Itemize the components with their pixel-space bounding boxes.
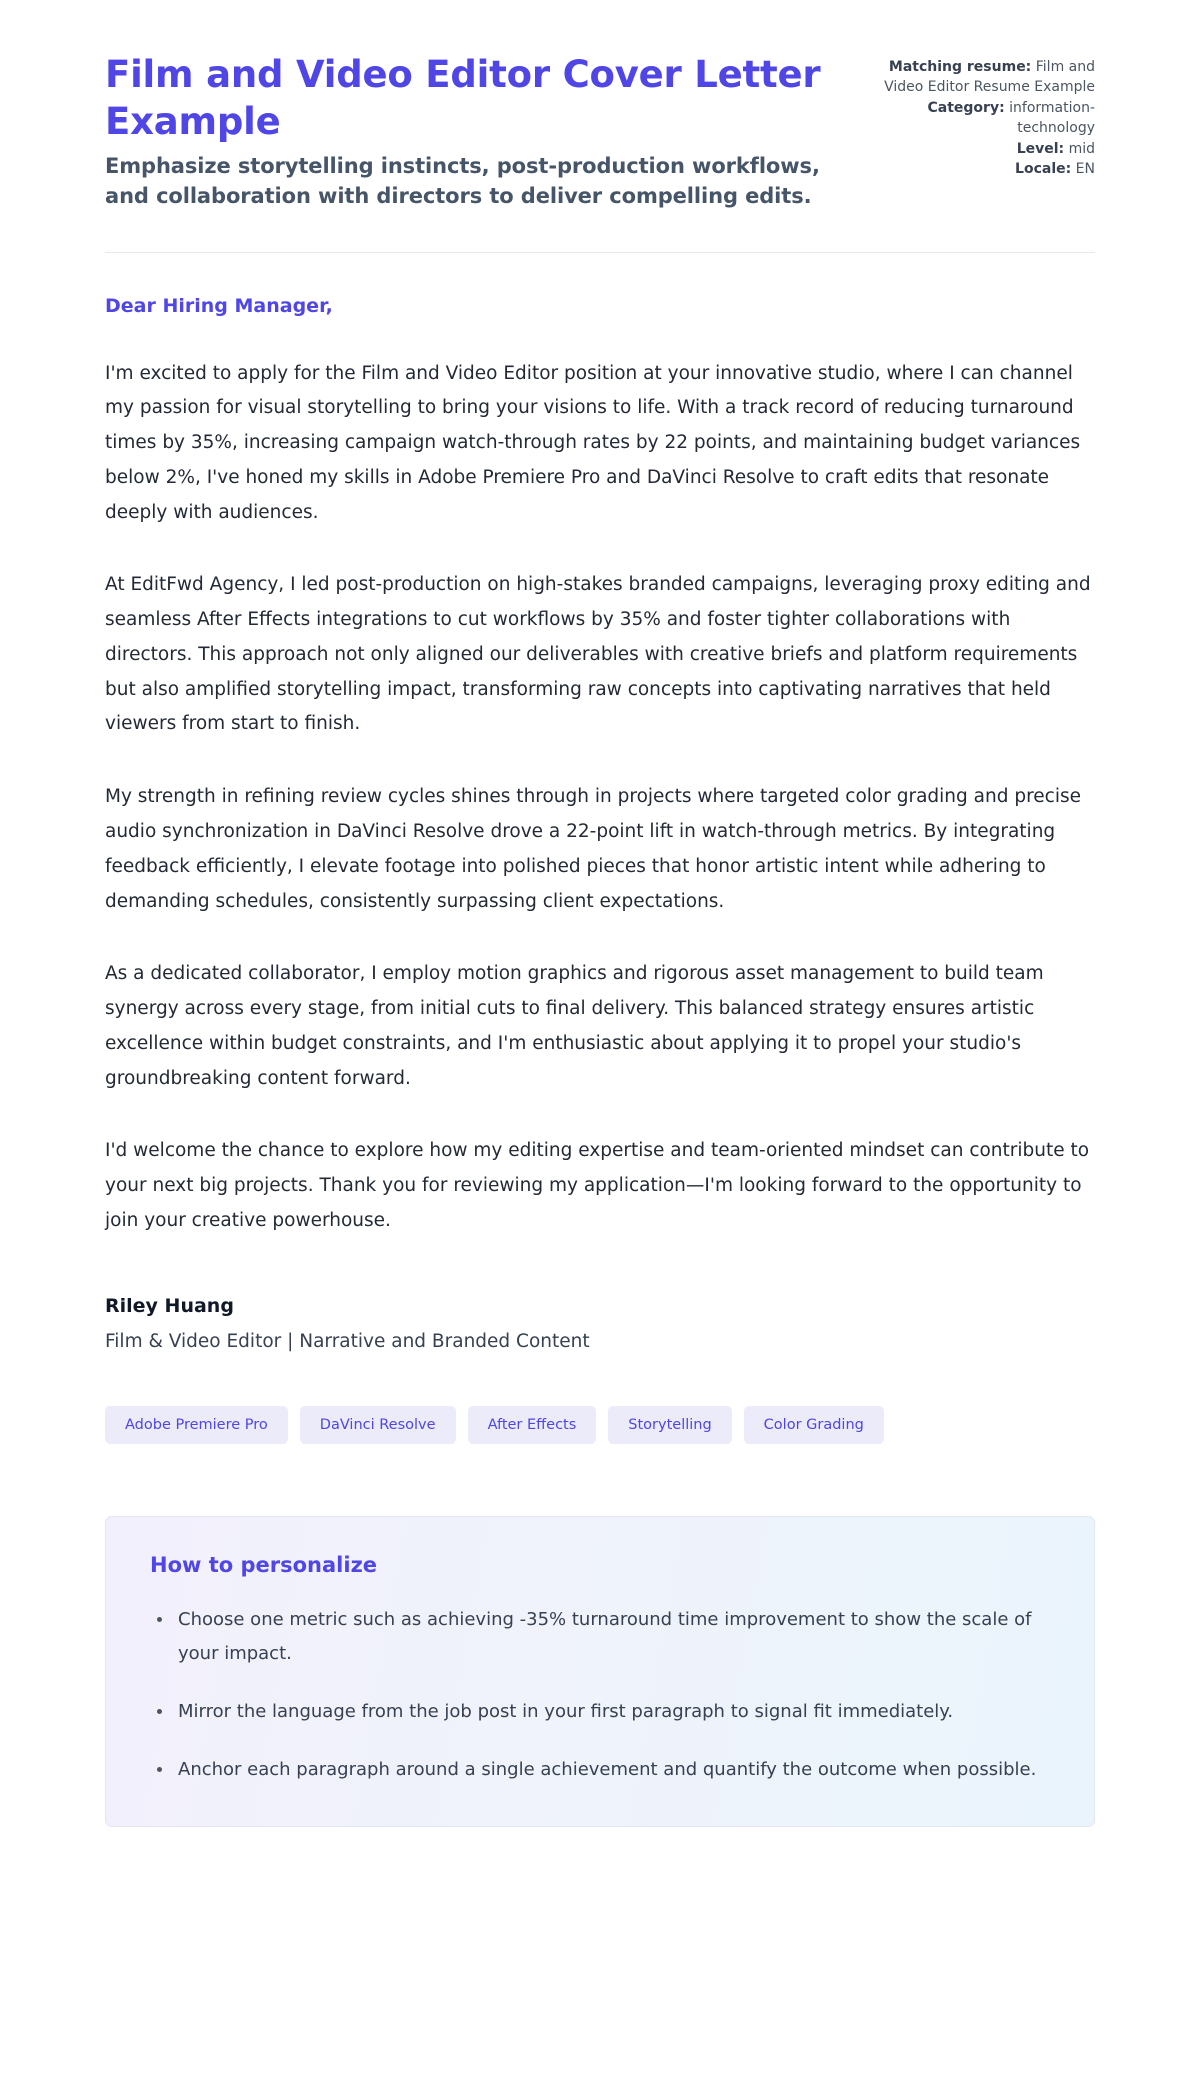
page-subtitle: Emphasize storytelling instincts, post-production workflows, and collaboration with directors to deliver compelling edits.: [105, 153, 820, 208]
skill-tag-list: [105, 1406, 1095, 1445]
callout-list-item: Mirror the language from the job post in your first paragraph to signal fit immediately.: [174, 1695, 1050, 1729]
metadata-value-level: mid: [1068, 140, 1095, 157]
callout-list-item: Choose one metric such as achieving -35% turnaround time improvement to show the scale of your impact.: [174, 1603, 1050, 1671]
letter-paragraph-4: As a dedicated collaborator, I employ motion graphics and rigorous asset management to build team synergy across every stage, from initial cuts to final delivery. This balanced strategy ensures artistic excellence within budget constraints, and I'm enthusiastic about applying it to propel your studio's groundbreaking content forward.: [105, 963, 1044, 1089]
letter-paragraph-2: At EditFwd Agency, I led post-production on high-stakes branded campaigns, leveraging proxy editing and seamless After Effects integrations to cut workflows by 35% and foster tighter collaborations with directors. This approach not only aligned our deliverables with creative briefs and platform requirements but also amplified storytelling impact, transforming raw concepts into captivating narratives that held viewers from start to finish.: [105, 574, 1091, 735]
metadata-row-locale: [863, 160, 1095, 180]
page-header: [105, 52, 1095, 212]
callout-list: [150, 1603, 1050, 1786]
metadata-row-level: [863, 140, 1095, 160]
skill-tag[interactable]: Adobe Premiere Pro: [105, 1406, 288, 1445]
metadata-value-locale: EN: [1075, 161, 1095, 178]
signature-role: Film & Video Editor | Narrative and Branded Content: [105, 1330, 590, 1352]
metadata-panel: [863, 52, 1095, 181]
signature-name: Riley Huang: [105, 1294, 234, 1317]
skill-tag[interactable]: After Effects: [468, 1406, 597, 1445]
metadata-row-matching-resume: [863, 58, 1095, 98]
skill-tag[interactable]: DaVinci Resolve: [300, 1406, 456, 1445]
personalize-callout: [105, 1516, 1095, 1827]
callout-list-item: Anchor each paragraph around a single achievement and quantify the outcome when possible.: [174, 1753, 1050, 1787]
metadata-value-category: information-technology: [1009, 99, 1095, 136]
skill-tag[interactable]: Color Grading: [744, 1406, 884, 1445]
metadata-row-category: [863, 99, 1095, 139]
callout-title: How to personalize: [150, 1553, 378, 1578]
header-title-block: [105, 52, 825, 212]
letter-paragraph-5: I'd welcome the chance to explore how my editing expertise and team-oriented mindset can contribute to your next big projects. Thank you for reviewing my application—I'm looking forward to the opportunity to join your creative powerhouse.: [105, 1140, 1090, 1231]
letter-salutation: Dear Hiring Manager,: [105, 294, 333, 317]
page-title: Film and Video Editor Cover Letter Example: [105, 53, 821, 143]
letter-paragraph-1: I'm excited to apply for the Film and Video Editor position at your innovative studio, where I can channel my passion for visual storytelling to bring your visions to life. With a track record of reducing turnaround times by 35%, increasing campaign watch-through rates by 22 points, and maintaining budget variances below 2%, I've honed my skills in Adobe Premiere Pro and DaVinci Resolve to craft edits that resonate deeply with audiences.: [105, 362, 1081, 523]
page-content: [105, 0, 1095, 1827]
signature-block: [105, 1295, 1095, 1352]
metadata-label-matching-resume: Matching resume:: [888, 59, 1032, 75]
metadata-label-category: Category:: [927, 99, 1005, 116]
metadata-label-locale: Locale:: [1015, 161, 1072, 178]
metadata-label-level: Level:: [1016, 140, 1065, 157]
skill-tag[interactable]: Storytelling: [608, 1406, 731, 1445]
letter-paragraph-3: My strength in refining review cycles shines through in projects where targeted color grading and precise audio synchronization in DaVinci Resolve drove a 22-point lift in watch-through metrics. By integrating feedback efficiently, I elevate footage into polished pieces that honor artistic intent while adhering to demanding schedules, consistently surpassing client expectations.: [105, 786, 1082, 912]
cover-letter-body: [105, 253, 1095, 1239]
metadata-value-matching-resume: Film and Video Editor Resume Example: [884, 59, 1095, 95]
